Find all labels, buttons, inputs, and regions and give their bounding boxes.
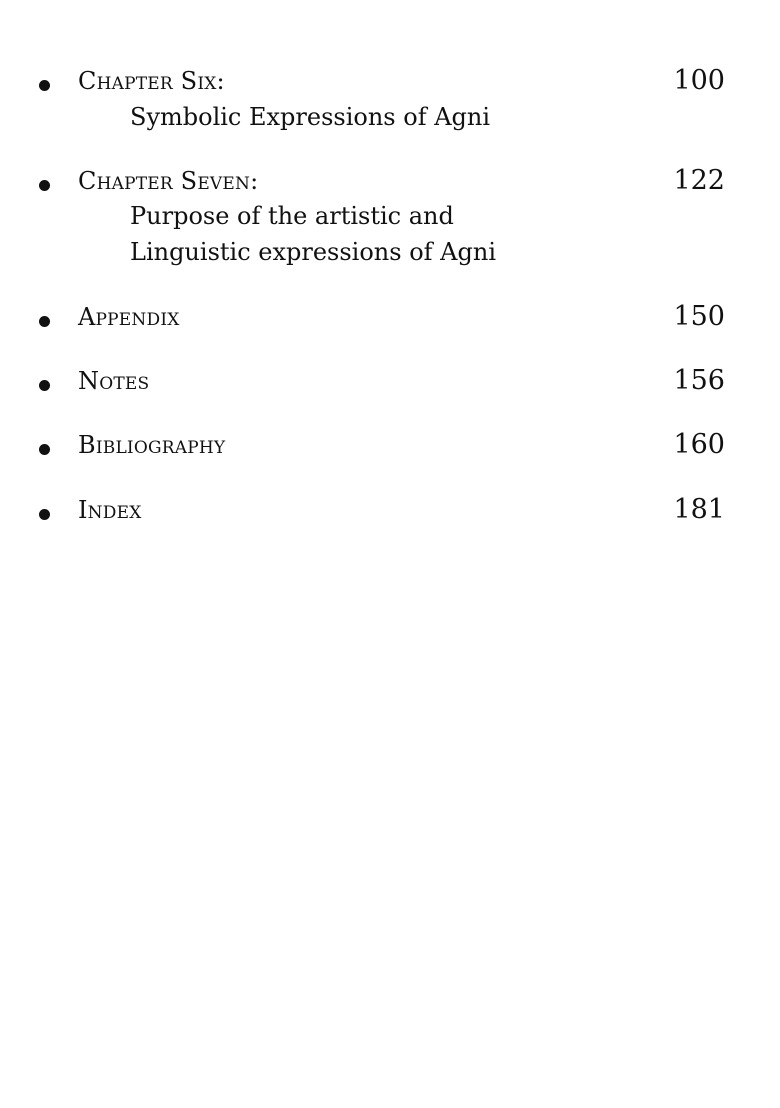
toc-entry-title: Chapter Six: <box>78 67 225 95</box>
toc-entry-subtitle-line: Purpose of the artistic and <box>130 202 454 230</box>
toc-entry-title: Notes <box>78 367 150 395</box>
bullet-icon <box>39 316 50 327</box>
toc-entry-title: Appendix <box>78 303 180 331</box>
toc-entry-subtitle-line: Symbolic Expressions of Agni <box>130 103 491 131</box>
toc-entry-subtitle-line: Linguistic expressions of Agni <box>130 238 496 266</box>
bullet-icon <box>39 380 50 391</box>
bullet-icon <box>39 509 50 520</box>
toc-entry-title: Bibliography <box>78 431 226 459</box>
toc-entry-page-number: 100 <box>673 65 725 96</box>
bullet-icon <box>39 80 50 91</box>
bullet-icon <box>39 444 50 455</box>
toc-entry-title: Chapter Seven: <box>78 167 259 195</box>
toc-entry-page-number: 160 <box>673 429 725 460</box>
bullet-icon <box>39 180 50 191</box>
toc-entry-title: Index <box>78 496 142 524</box>
toc-entry-page-number: 181 <box>673 494 725 525</box>
toc-entry-page-number: 122 <box>673 165 725 196</box>
toc-entry-page-number: 150 <box>673 301 725 332</box>
toc-entry-page-number: 156 <box>673 365 725 396</box>
